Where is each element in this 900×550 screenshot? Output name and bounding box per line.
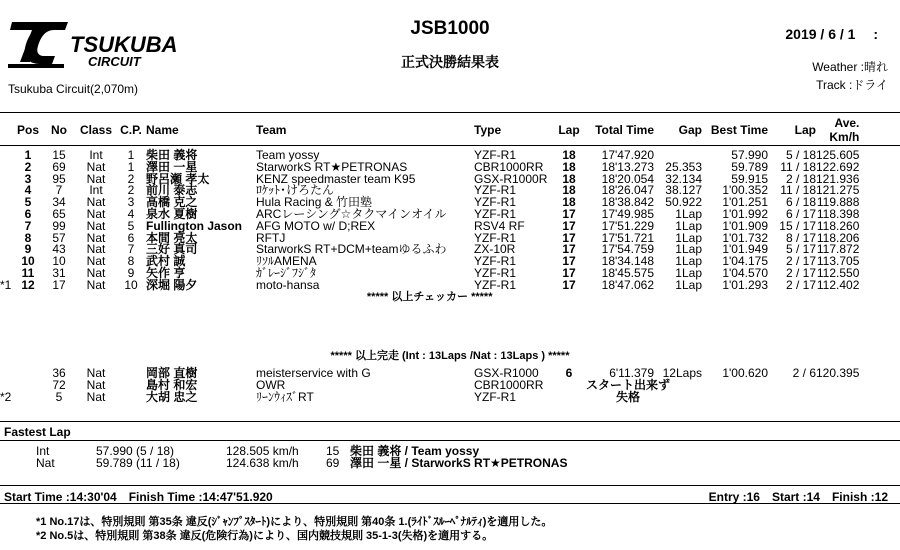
cell-total-time: 18'34.148 xyxy=(601,254,654,269)
cell-no: 43 xyxy=(52,242,66,257)
cell-team: Team yossy xyxy=(256,148,320,162)
fastest-time: 57.990 (5 / 18) xyxy=(96,444,175,458)
cell-class: Nat xyxy=(86,171,106,186)
cell-cp: 7 xyxy=(127,242,135,257)
circuit-name: Tsukuba Circuit(2,070m) xyxy=(8,82,139,96)
cell-total-time: 17'47.920 xyxy=(601,148,654,162)
cell-type: YZF-R1 xyxy=(474,254,516,269)
cell-best-lap: 6 / 17 xyxy=(785,206,816,221)
cell-total-time: 18'26.047 xyxy=(601,183,654,198)
cell-pos: 2 xyxy=(24,159,32,174)
cell-laps: 18 xyxy=(562,183,576,198)
cell-total-time: 18'47.062 xyxy=(601,277,654,292)
cell-type: YZF-R1 xyxy=(474,195,516,210)
col-bestlap: Lap xyxy=(794,123,816,137)
cell-empty xyxy=(816,379,859,391)
cell-rider: 柴田 義将 xyxy=(146,148,198,162)
cell-type: GSX-R1000 xyxy=(474,366,539,380)
cell-cp: 6 xyxy=(127,230,135,245)
cell-laps: 17 xyxy=(562,230,576,245)
cell-best-lap: 6 / 18 xyxy=(785,195,816,210)
cell-rider: 高橋 克之 xyxy=(146,195,198,210)
cell-laps: 6 xyxy=(565,366,573,380)
cell-gap: 32.134 xyxy=(665,171,702,186)
cell-rider: 島村 和宏 xyxy=(146,378,198,392)
cell-ave-speed: 121.936 xyxy=(816,171,860,186)
cell-best-time: 1'00.352 xyxy=(722,183,768,198)
cell-best-lap: 2 / 17 xyxy=(785,265,816,280)
cell-cp: 2 xyxy=(127,183,135,198)
cell-ave-speed: 119.888 xyxy=(816,195,860,210)
cell-cp xyxy=(116,367,146,379)
cell-laps: 17 xyxy=(562,277,576,292)
cell-laps: 18 xyxy=(562,171,576,186)
cell-cp: 3 xyxy=(127,195,135,210)
fastest-time: 59.789 (11 / 18) xyxy=(96,456,180,470)
cell-class: Nat xyxy=(86,206,106,221)
col-class: Class xyxy=(79,123,113,137)
cell-best-time: 1'00.620 xyxy=(722,366,768,380)
cell-pos: 8 xyxy=(24,230,32,245)
cell-no: 57 xyxy=(52,230,66,245)
cell-rider: 武村 誠 xyxy=(146,254,186,269)
race-date: 2019 / 6 / 1 : xyxy=(785,26,878,42)
cell-best-time: 1'04.175 xyxy=(722,254,768,269)
cell-laps: 17 xyxy=(562,242,576,257)
cell-mark xyxy=(0,256,14,268)
fastest-speed: 124.638 km/h xyxy=(226,456,299,470)
cell-best-time: 1'01.732 xyxy=(722,230,768,245)
cell-class: Nat xyxy=(86,277,106,292)
cell-no: 36 xyxy=(52,366,66,380)
cell-mark xyxy=(0,185,14,197)
cell-rider: 澤田 一星 xyxy=(146,159,198,174)
cell-no: 99 xyxy=(52,218,66,233)
track-info: Track :ドライ xyxy=(816,78,888,92)
logo-text: TSUKUBA xyxy=(70,32,178,57)
cell-ave-speed: 113.705 xyxy=(816,254,860,269)
cell-total-time: 18'20.054 xyxy=(601,171,654,186)
cell-cp xyxy=(116,391,146,403)
cell-team: ﾘｰﾝｳｨｽﾞRT xyxy=(256,390,314,404)
cell-gap: 1Lap xyxy=(675,242,702,257)
cell-pos: 6 xyxy=(24,206,32,221)
cell-ave-speed: 112.402 xyxy=(816,277,860,292)
cell-ave-speed: 122.692 xyxy=(816,159,860,174)
cell-pos: 5 xyxy=(24,195,32,210)
fastest-no: 15 xyxy=(326,444,340,458)
cell-cp: 5 xyxy=(127,218,135,233)
cell-team: RFTJ xyxy=(256,230,286,245)
cell-team: OWR xyxy=(256,378,286,392)
fastest-class: Int xyxy=(36,444,50,458)
cell-ave-speed: 125.605 xyxy=(816,148,860,162)
cell-type: ZX-10R xyxy=(474,242,516,257)
logo-subtext: CIRCUIT xyxy=(88,54,141,69)
cell-pos: 3 xyxy=(24,171,32,186)
cell-laps: 17 xyxy=(562,218,576,233)
cell-pos: 9 xyxy=(24,242,32,257)
cell-ave-speed: 121.275 xyxy=(816,183,860,198)
cell-type: YZF-R1 xyxy=(474,148,516,162)
cell-ave-speed: 118.260 xyxy=(816,218,860,233)
fastest-no: 69 xyxy=(326,456,340,470)
cell-total-time: 18'45.575 xyxy=(601,265,654,280)
cell-total-time: 6'11.379 xyxy=(609,366,654,380)
cell-no: 95 xyxy=(52,171,66,186)
entry-summary: Entry :16 Start :14 Finish :12 xyxy=(708,490,888,504)
cell-team: meisterservice with G xyxy=(256,366,371,380)
cell-best-time: 1'01.992 xyxy=(722,206,768,221)
cell-no: 17 xyxy=(52,277,66,292)
cell-team: ｶﾞﾚｰｼﾞﾌｼﾞﾀ xyxy=(256,265,317,280)
cell-class: Nat xyxy=(86,378,106,392)
cell-team: StarworkS RT+DCM+teamゆるふわ xyxy=(256,242,447,257)
cell-total-time: 18'13.273 xyxy=(601,159,654,174)
cell-mark xyxy=(0,244,14,256)
col-team: Team xyxy=(256,123,287,137)
col-mark xyxy=(0,114,14,146)
cell-type: YZF-R1 xyxy=(474,183,516,198)
cell-rider: 大胡 忠之 xyxy=(146,390,198,404)
divider xyxy=(0,112,900,113)
cell-mark: *1 xyxy=(0,277,12,292)
cell-class: Nat xyxy=(86,159,106,174)
cell-no: 65 xyxy=(52,206,66,221)
cell-rider: 泉水 夏樹 xyxy=(146,206,198,221)
cell-no: 10 xyxy=(52,254,66,269)
cell-pos xyxy=(14,367,42,379)
page-subtitle: 正式決勝結果表 xyxy=(401,54,499,70)
cell-rider: 三好 真司 xyxy=(146,242,198,257)
cell-laps: 17 xyxy=(562,206,576,221)
cell-gap: 1Lap xyxy=(675,254,702,269)
cell-total-time: 17'51.229 xyxy=(601,218,654,233)
cell-rider: 本間 亮太 xyxy=(146,230,198,245)
cell-ave-speed: 118.206 xyxy=(816,230,860,245)
cell-gap: 1Lap xyxy=(675,230,702,245)
cell-type: YZF-R1 xyxy=(474,390,516,404)
cell-class: Nat xyxy=(86,254,106,269)
start-finish-time: Start Time :14:30'04 Finish Time :14:47'51.920 xyxy=(4,490,273,504)
col-lap: Lap xyxy=(558,123,580,137)
cell-no: 31 xyxy=(52,265,66,280)
cell-mark xyxy=(0,221,14,233)
cell-type: YZF-R1 xyxy=(474,265,516,280)
page-title: JSB1000 xyxy=(410,18,490,39)
results-table xyxy=(0,114,859,303)
cell-best-lap: 2 / 18 xyxy=(785,171,816,186)
cell-type: YZF-R1 xyxy=(474,230,516,245)
col-total: Total Time xyxy=(595,123,654,137)
cell-best-time: 1'01.293 xyxy=(722,277,768,292)
cell-team: StarworkS RT★PETRONAS xyxy=(256,159,408,174)
cell-best-lap: 11 / 18 xyxy=(780,183,816,198)
fastest-rider: 澤田 一星 / StarworkS RT★PETRONAS xyxy=(350,456,568,470)
cell-no: 15 xyxy=(52,148,66,162)
cell-no: 5 xyxy=(55,390,63,404)
col-gap: Gap xyxy=(678,123,702,137)
table-row xyxy=(0,379,859,391)
col-ave-label: Ave. xyxy=(834,116,860,130)
table-row xyxy=(0,391,859,403)
footnote-2: *2 No.5は、特別規則 第38条 違反(危険行為)により、国内競技規則 35-1-3(失格)を適用する。 xyxy=(36,530,494,542)
cell-type: CBR1000RR xyxy=(474,159,544,174)
cell-laps: 18 xyxy=(562,195,576,210)
cell-pos: 12 xyxy=(21,277,35,292)
cell-best-time: 1'01.251 xyxy=(722,195,768,210)
table-row xyxy=(0,367,859,379)
col-best: Best Time xyxy=(710,123,768,137)
cell-best-lap: 11 / 18 xyxy=(780,159,816,174)
cell-class: Nat xyxy=(86,230,106,245)
cell-rider: 野呂瀬 孝太 xyxy=(146,171,210,186)
footnote-1: *1 No.17は、特別規則 第35条 違反(ｼﾞｬﾝﾌﾟｽﾀｰﾄ)により、特別規則 第40条 1.(ﾗｲﾄﾞｽﾙｰﾍﾟﾅﾙﾃｨ)を適用した。 xyxy=(36,516,553,528)
cell-team: KENZ speedmaster team K95 xyxy=(256,171,416,186)
cell-total-time: 17'54.759 xyxy=(601,242,654,257)
divider xyxy=(0,440,900,441)
cell-class: Int xyxy=(89,148,103,162)
cell-gap: 1Lap xyxy=(675,277,702,292)
checker-text: ***** 以上チェッカー ***** xyxy=(366,290,493,303)
cell-status: スタート出来ず xyxy=(585,378,670,392)
fastest-lap-title: Fastest Lap xyxy=(4,425,71,439)
cell-rider: 岡部 直樹 xyxy=(146,366,198,380)
col-no: No xyxy=(51,123,67,137)
cell-team: ﾛｹｯﾄ･けろたん xyxy=(256,183,335,198)
divider xyxy=(0,503,900,504)
cell-cp: 2 xyxy=(127,171,135,186)
cell-best-lap: 2 / 6 xyxy=(792,366,816,380)
cell-total-time: 17'51.721 xyxy=(601,230,654,245)
cell-type: GSX-R1000R xyxy=(474,171,548,186)
divider xyxy=(0,485,900,486)
cell-ave-speed: 112.550 xyxy=(816,265,860,280)
cell-rider: 矢作 亨 xyxy=(146,265,186,280)
cell-pos: 7 xyxy=(24,218,32,233)
cell-type: RSV4 RF xyxy=(474,218,525,233)
cell-laps: 17 xyxy=(562,265,576,280)
cell-mark xyxy=(0,197,14,209)
cell-best-time: 57.990 xyxy=(731,148,768,162)
fastest-class: Nat xyxy=(36,456,55,470)
cell-gap: 1Lap xyxy=(675,218,702,233)
cell-ave-speed: 117.872 xyxy=(816,242,860,257)
cell-mark xyxy=(0,209,14,221)
cell-type: CBR1000RR xyxy=(474,378,544,392)
results-header-row xyxy=(0,114,859,146)
cell-empty xyxy=(768,391,816,403)
cell-gap: 25.353 xyxy=(665,159,702,174)
cell-class: Nat xyxy=(86,195,106,210)
cell-pos xyxy=(14,379,42,391)
cell-rider: 深堀 陽夕 xyxy=(146,277,198,292)
cell-mark: *2 xyxy=(0,390,12,404)
cell-type: YZF-R1 xyxy=(474,277,516,292)
cell-best-lap: 2 / 17 xyxy=(785,277,816,292)
cell-class: Nat xyxy=(86,218,106,233)
col-ave-unit: Km/h xyxy=(829,130,860,144)
cell-pos xyxy=(14,391,42,403)
cell-best-lap: 5 / 17 xyxy=(785,242,816,257)
cell-laps: 18 xyxy=(562,159,576,174)
cell-mark xyxy=(0,150,14,162)
cell-cp: 4 xyxy=(127,206,135,221)
cell-mark xyxy=(0,367,14,379)
cell-empty xyxy=(702,391,768,403)
col-cp: C.P. xyxy=(120,123,142,137)
cell-gap: 1Lap xyxy=(675,206,702,221)
cell-no: 69 xyxy=(52,159,66,174)
cell-team: ARCレーシング☆タクマインオイル xyxy=(256,206,447,221)
cell-mark xyxy=(0,233,14,245)
cell-empty xyxy=(816,391,859,403)
cell-laps: 17 xyxy=(562,254,576,269)
cell-best-time: 1'01.909 xyxy=(722,218,768,233)
cell-class: Nat xyxy=(86,265,106,280)
cell-mark xyxy=(0,162,14,174)
cell-no: 34 xyxy=(52,195,66,210)
divider xyxy=(0,421,900,422)
cell-empty xyxy=(702,379,768,391)
cell-gap: 12Laps xyxy=(662,366,702,380)
table-row xyxy=(36,457,567,469)
cell-best-time: 1'04.570 xyxy=(722,265,768,280)
cell-pos: 11 xyxy=(21,265,35,280)
col-type: Type xyxy=(474,123,502,137)
col-ave xyxy=(816,114,859,146)
cell-best-time: 59.789 xyxy=(731,159,768,174)
cell-gap: 1Lap xyxy=(675,265,702,280)
cell-team: moto-hansa xyxy=(256,277,320,292)
finish-summary: ***** 以上完走 (Int : 13Laps /Nat : 13Laps ) ***** xyxy=(330,350,570,362)
cell-pos: 4 xyxy=(24,183,32,198)
cell-cp: 9 xyxy=(127,265,135,280)
cell-no: 7 xyxy=(55,183,63,198)
cell-cp: 1 xyxy=(127,148,135,162)
cell-best-time: 59.915 xyxy=(731,171,768,186)
fastest-rider: 柴田 義将 / Team yossy xyxy=(350,444,480,458)
cell-best-lap: 15 / 17 xyxy=(779,218,816,233)
cell-cp xyxy=(116,379,146,391)
fastest-lap-table xyxy=(36,445,567,469)
table-row xyxy=(0,280,859,292)
cell-best-lap: 8 / 17 xyxy=(785,230,816,245)
cell-ave-speed: 118.398 xyxy=(816,206,860,221)
cell-pos: 1 xyxy=(24,148,32,162)
cell-total-time: 18'38.842 xyxy=(601,195,654,210)
cell-team: Hula Racing & 竹田塾 xyxy=(256,195,373,210)
cell-class: Int xyxy=(89,183,103,198)
cell-total-time: 17'49.985 xyxy=(601,206,654,221)
col-pos: Pos xyxy=(16,123,39,137)
cell-no: 72 xyxy=(52,378,66,392)
cell-best-lap: 5 / 18 xyxy=(785,148,816,162)
cell-cp: 8 xyxy=(127,254,135,269)
cell-team: AFG MOTO w/ D;REX xyxy=(256,218,376,233)
cell-cp: 1 xyxy=(127,159,135,174)
weather-info: Weather :晴れ xyxy=(812,60,888,74)
cell-team: ﾘｿﾙAMENA xyxy=(256,254,317,269)
cell-rider: 前川 泰志 xyxy=(146,183,198,198)
cell-laps: 18 xyxy=(562,148,576,162)
cell-type: YZF-R1 xyxy=(474,206,516,221)
col-name: Name xyxy=(146,123,179,137)
fastest-speed: 128.505 km/h xyxy=(226,444,299,458)
cell-class: Nat xyxy=(86,242,106,257)
cell-class: Nat xyxy=(86,390,106,404)
cell-best-time: 1'01.949 xyxy=(722,242,768,257)
cell-cp: 10 xyxy=(124,277,138,292)
cell-empty xyxy=(768,379,816,391)
cell-rider: Fullington Jason xyxy=(146,218,242,233)
cell-gap: 38.127 xyxy=(665,183,702,198)
dnf-table xyxy=(0,367,859,403)
cell-ave-speed: 120.395 xyxy=(816,366,860,380)
checker-row xyxy=(0,292,859,304)
cell-mark xyxy=(0,174,14,186)
cell-pos: 10 xyxy=(21,254,35,269)
cell-gap: 50.922 xyxy=(665,195,702,210)
cell-class: Nat xyxy=(86,366,106,380)
cell-status: 失格 xyxy=(615,390,640,404)
cell-best-lap: 2 / 17 xyxy=(785,254,816,269)
